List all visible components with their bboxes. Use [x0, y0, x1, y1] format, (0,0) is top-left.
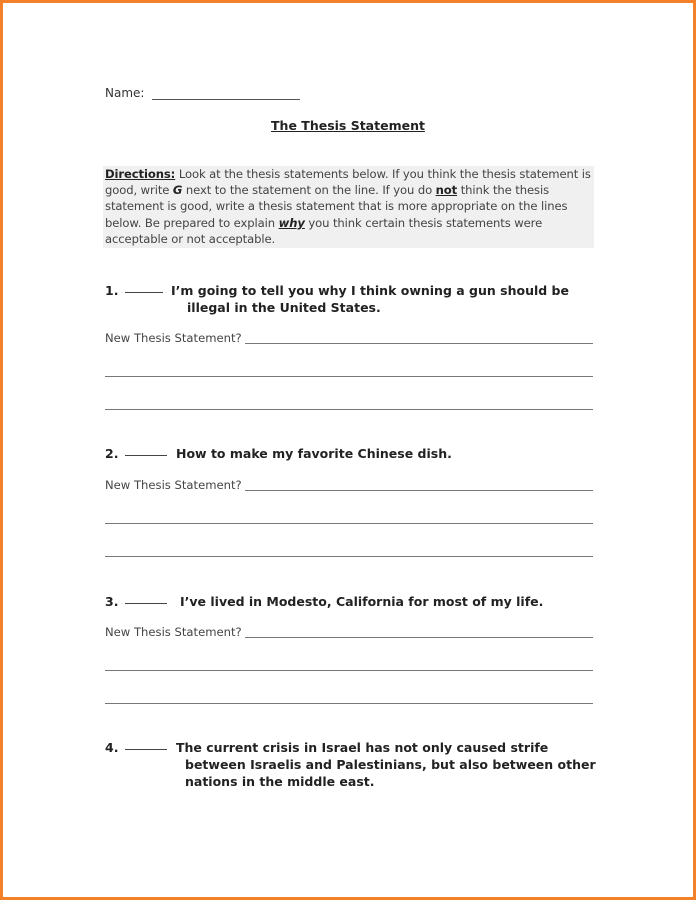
- answer-blank[interactable]: [125, 749, 167, 750]
- name-label: Name:: [105, 86, 145, 100]
- answer-line[interactable]: [245, 343, 593, 344]
- answer-line[interactable]: [245, 637, 593, 638]
- directions-label: Directions:: [105, 167, 176, 181]
- directions-text-1: Look at the thesis statements below. If you think the thesis statement is good, write: [105, 167, 591, 198]
- answer-blank[interactable]: [125, 603, 167, 604]
- question-line: nations in the middle east.: [185, 774, 375, 789]
- question-number: 4.: [105, 740, 119, 755]
- answer-line[interactable]: [105, 703, 593, 704]
- directions-g: G: [172, 183, 183, 198]
- answer-blank[interactable]: [125, 455, 167, 456]
- question-text: [176, 739, 596, 790]
- page-title: The Thesis Statement: [271, 118, 425, 133]
- question-line: I’m going to tell you why I think owning a gun should be: [171, 283, 569, 298]
- new-thesis-label: New Thesis Statement?: [105, 625, 242, 639]
- question-line: illegal in the United States.: [187, 300, 381, 315]
- question-line: The current crisis in Israel has not only caused strife: [176, 740, 549, 755]
- directions-box: [103, 166, 594, 248]
- question-2: [105, 445, 595, 462]
- directions-text-4: you think certain thesis statements were acceptable or not acceptable.: [105, 215, 543, 246]
- name-input-line[interactable]: [152, 99, 300, 100]
- answer-line[interactable]: [245, 490, 593, 491]
- answer-line[interactable]: [105, 556, 593, 557]
- question-number: 1.: [105, 283, 119, 298]
- directions-text-3: think the thesis statement is good, write a thesis statement that is more appropriate on the lines below. Be prepared to explain: [105, 183, 568, 230]
- question-1: [105, 282, 595, 315]
- answer-line[interactable]: [105, 523, 593, 524]
- question-number: 3.: [105, 594, 119, 609]
- question-text: I’ve lived in Modesto, California for most of my life.: [180, 594, 544, 609]
- question-3: [105, 593, 595, 610]
- answer-line[interactable]: [105, 670, 593, 671]
- question-text: How to make my favorite Chinese dish.: [176, 446, 452, 461]
- question-line: between Israelis and Palestinians, but also between other: [185, 757, 596, 772]
- answer-blank[interactable]: [125, 292, 163, 293]
- question-text: [171, 282, 591, 316]
- directions-text-2: next to the statement on the line. If you do: [182, 183, 436, 198]
- new-thesis-label: New Thesis Statement?: [105, 331, 242, 345]
- question-4: [105, 739, 605, 789]
- answer-line[interactable]: [105, 409, 593, 410]
- question-number: 2.: [105, 446, 119, 461]
- directions-not: not: [435, 183, 458, 198]
- new-thesis-label: New Thesis Statement?: [105, 478, 242, 492]
- answer-line[interactable]: [105, 376, 593, 377]
- directions-why: why: [278, 215, 305, 230]
